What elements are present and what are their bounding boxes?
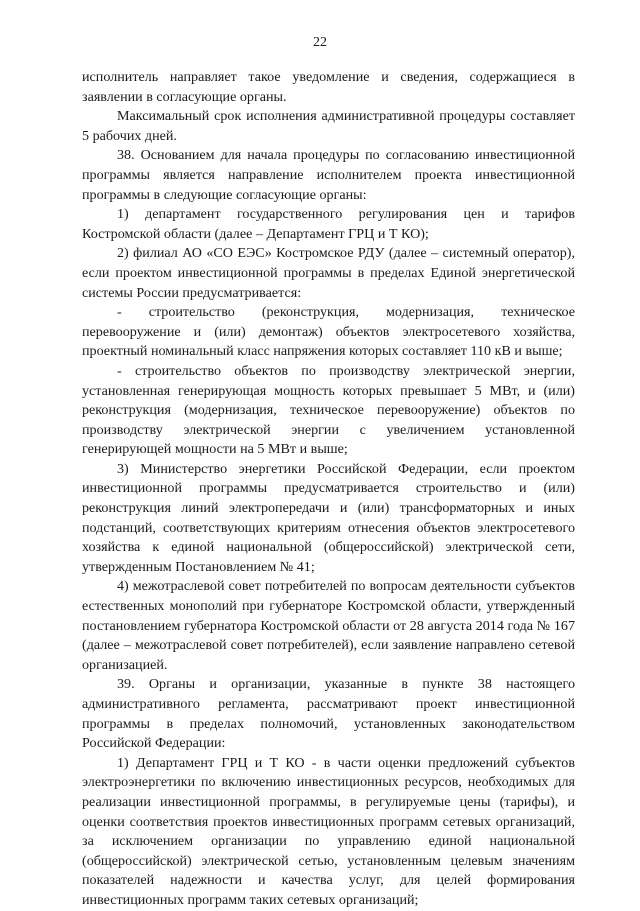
paragraph: 1) Департамент ГРЦ и Т КО - в части оценки предложений субъектов электроэнергетики по включению инвестиционных ресурсов, необходимых для реализации инвестиционной программы, в регулируемые цены (тарифы), и оценки соответствия проектов инвестиционных программ сетевых организаций, за исключением организации по управлению единой национальной (общероссийской) электрической сетью, установленным целевым значениям показателей надежности и качества услуг, для целей формирования инвестиционных программ таких сетевых организаций;: [82, 754, 575, 908]
document-body: [82, 68, 575, 911]
paragraph: 2) филиал АО «СО ЕЭС» Костромское РДУ (далее – системный оператор), если проектом инвестиционной программы в пределах Единой энергетической системы России предусматривается:: [82, 245, 575, 301]
paragraph: 1) департамент государственного регулирования цен и тарифов Костромской области (далее – Департамент ГРЦ и Т КО);: [82, 206, 575, 242]
paragraph: - строительство объектов по производству электрической энергии, установленная генерирующая мощность которых превышает 5 МВт, и (или) реконструкция (модернизация, техническое перевооружение) объектов по производству электрической энергии с увеличением установленной генерирующей мощности на 5 МВт и выше;: [82, 362, 575, 458]
paragraph: 4) межотраслевой совет потребителей по вопросам деятельности субъектов естественных монополий при губернаторе Костромской области, утвержденный постановлением губернатора Костромской области от 28 августа 2014 года № 167 (далее – межотраслевой совет потребителей), если заявление направлено сетевой организацией.: [82, 578, 575, 673]
paragraph: исполнитель направляет такое уведомление и сведения, содержащиеся в заявлении в согласующие органы.: [82, 69, 575, 105]
paragraph: 38. Основанием для начала процедуры по согласованию инвестиционной программы является направление исполнителем проекта инвестиционной программы в следующие согласующие органы:: [82, 147, 575, 203]
paragraph: 39. Органы и организации, указанные в пункте 38 настоящего административного регламента, рассматривают проект инвестиционной программы в пределах полномочий, установленных законодательством Российской Федерации:: [82, 676, 575, 752]
paragraph: - строительство (реконструкция, модернизация, техническое перевооружение и (или) демонтаж) объектов электросетевого хозяйства, проектный номинальный класс напряжения которых составляет 110 кВ и выше;: [82, 304, 575, 360]
paragraph: 3) Министерство энергетики Российской Федерации, если проектом инвестиционной программы предусматривается строительство и (или) реконструкция линий электропередачи и (или) трансформаторных и иных подстанций, соответствующих критериям отнесения объектов электросетевого хозяйства к единой национальной (общероссийской) электрической сети, утвержденным Постановлением № 41;: [82, 460, 575, 575]
page-number: 22: [313, 35, 327, 50]
paragraph: Максимальный срок исполнения административной процедуры составляет 5 рабочих дней.: [82, 108, 575, 144]
